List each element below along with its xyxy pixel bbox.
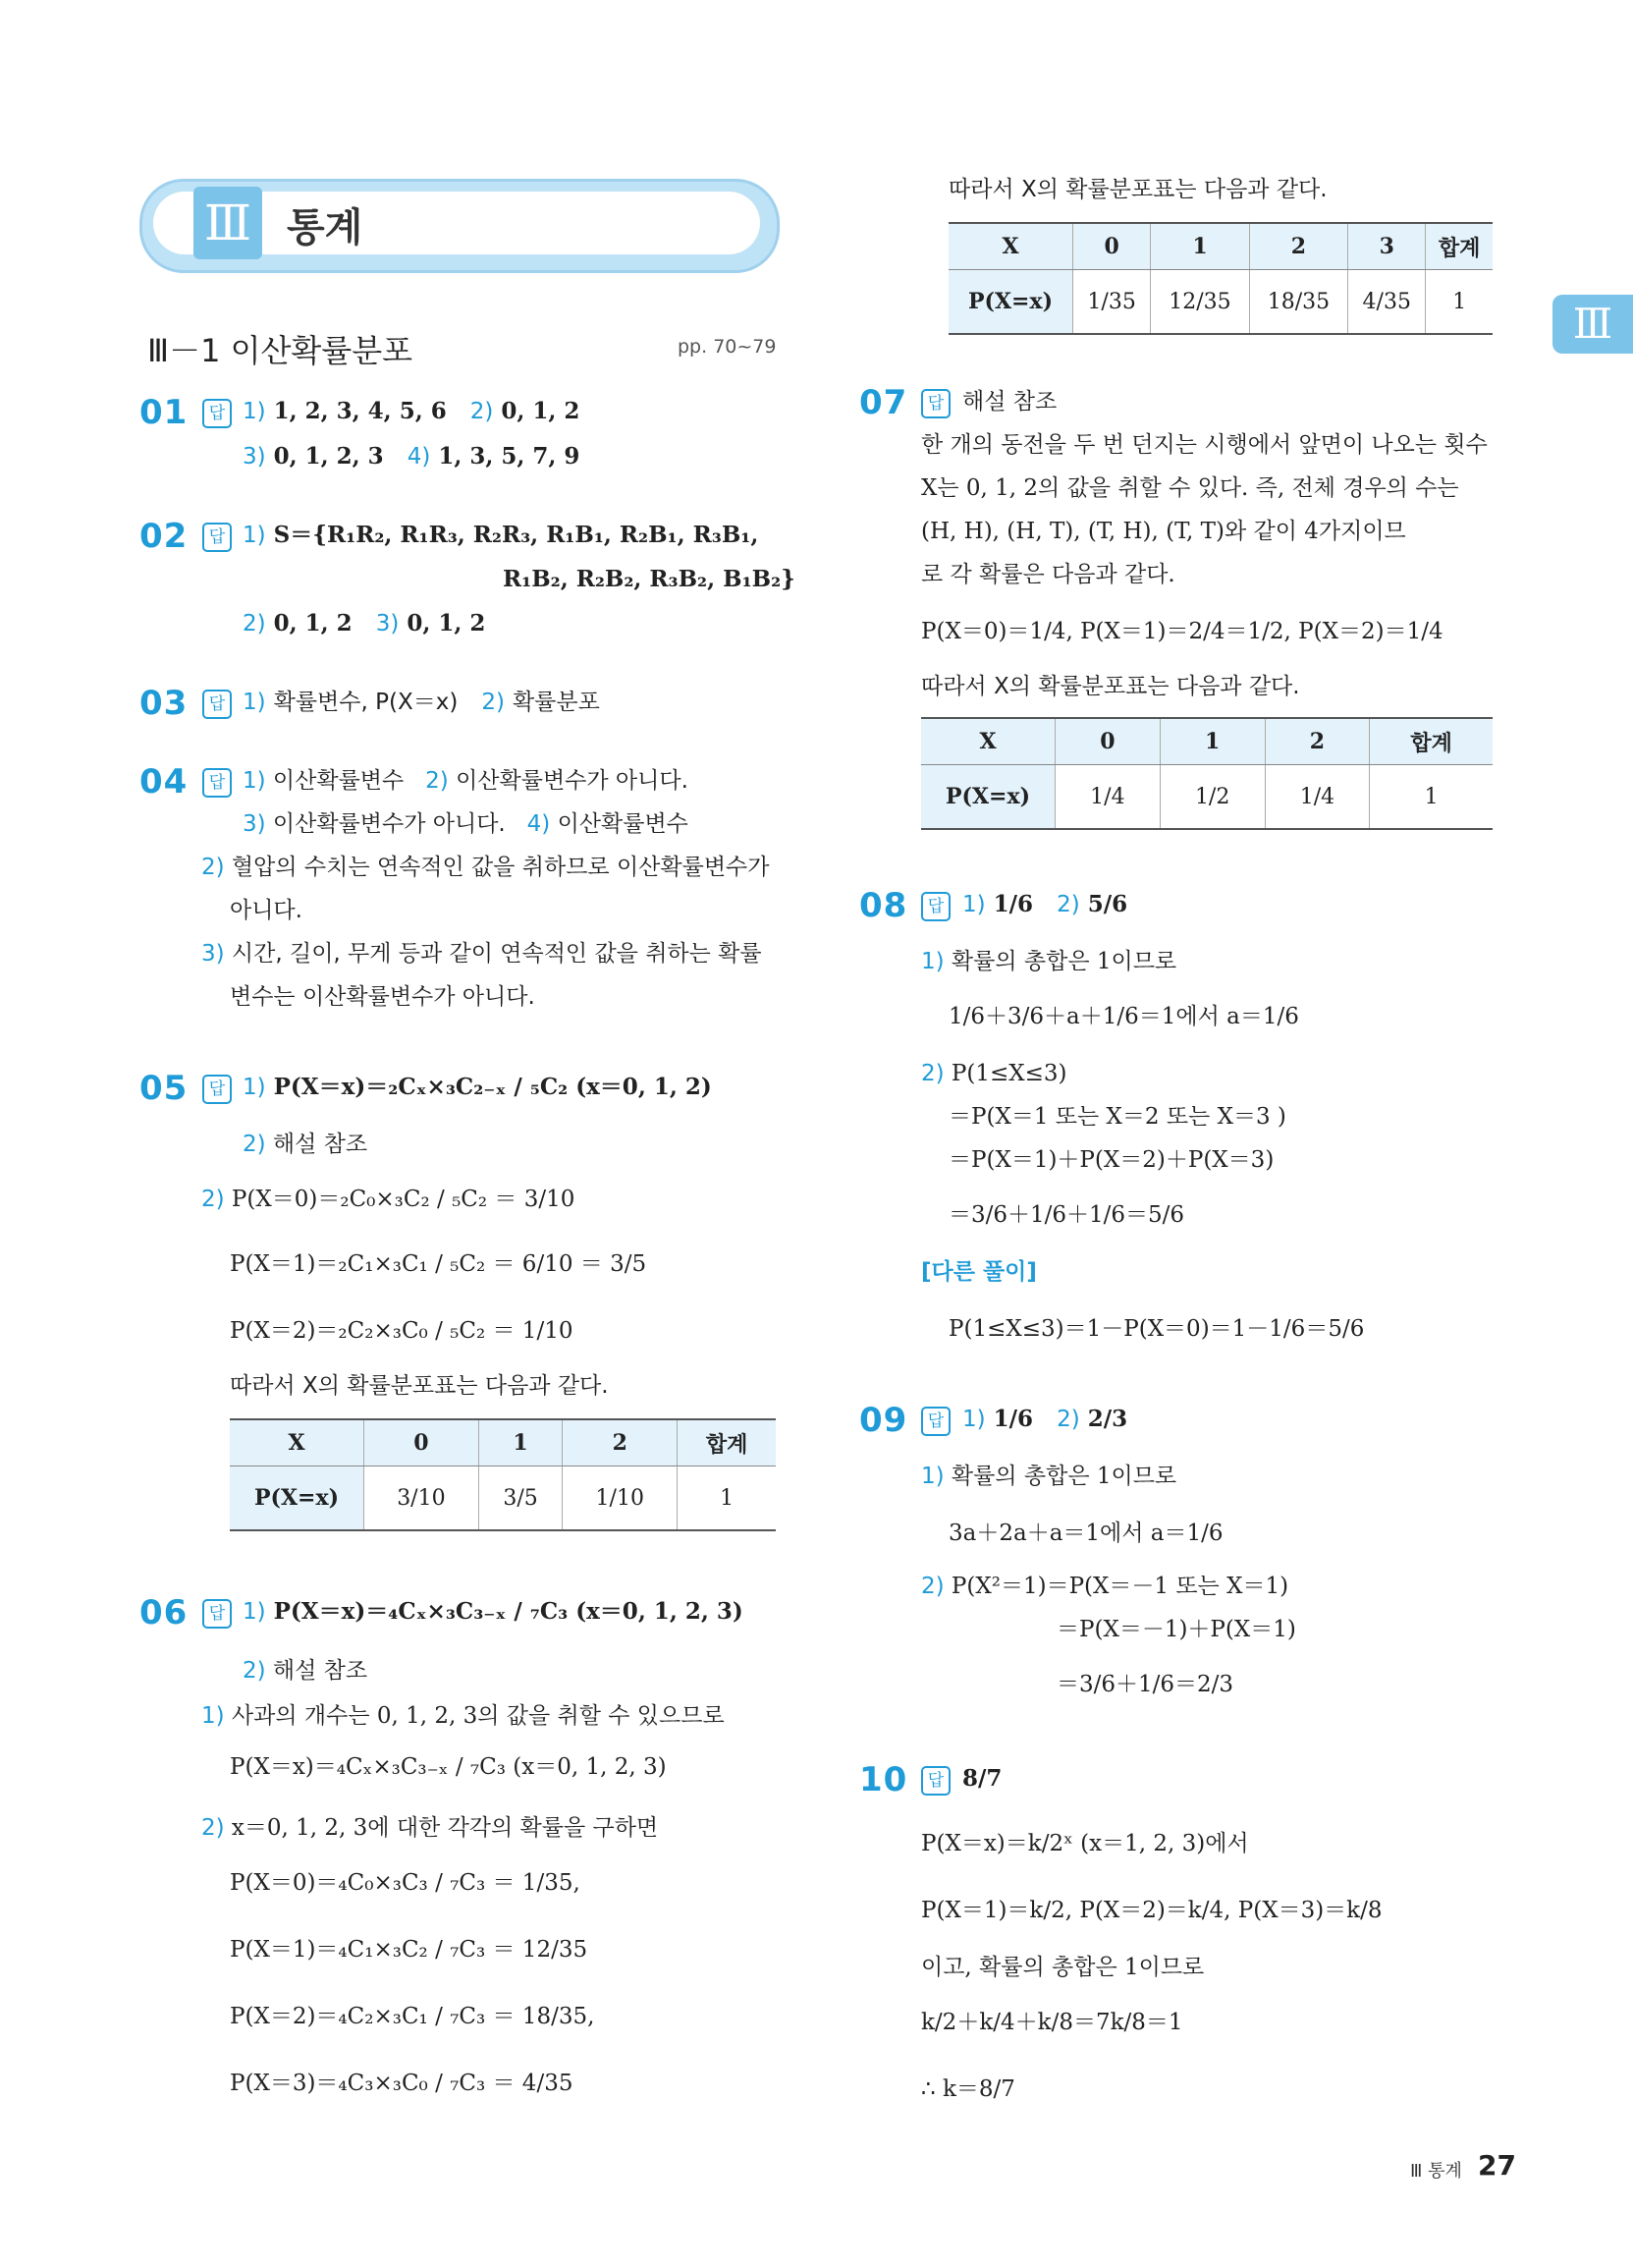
q06-explain-1 bbox=[201, 1701, 725, 1731]
section-title: Ⅲ－1 이산확률분포 bbox=[147, 332, 413, 369]
q08-explain-1-text: 확률의 총합은 1이므로 bbox=[951, 949, 1177, 974]
table-cell: 1 bbox=[678, 1466, 776, 1531]
q09-explain-2 bbox=[921, 1572, 1288, 1601]
q06-calc-0: P(X＝0)＝₄C₀×₃C₃ / ₇C₃ ＝ 1/35, bbox=[230, 1870, 580, 1896]
question-number: 10 bbox=[859, 1760, 908, 1799]
table-cell: 12/35 bbox=[1151, 270, 1249, 335]
sub-label: 1) bbox=[201, 1703, 225, 1729]
q08-alt-solution: P(1≤X≤3)＝1－P(X＝0)＝1－1/6＝5/6 bbox=[949, 1316, 1365, 1342]
table-cell: 1/35 bbox=[1073, 270, 1151, 335]
table-header-cell: 0 bbox=[364, 1419, 479, 1466]
sub-label: 2) bbox=[921, 1574, 945, 1599]
sub-label: 2) bbox=[1057, 892, 1080, 917]
question-number: 02 bbox=[139, 517, 189, 556]
q10-line-3: 이고, 확률의 총합은 1이므로 bbox=[921, 1955, 1205, 1980]
q08-explain-2-text: P(1≤X≤3) bbox=[951, 1061, 1067, 1086]
answer-badge: 답 bbox=[202, 690, 232, 719]
q06-calc-2: P(X＝2)＝₄C₂×₃C₁ / ₇C₃ ＝ 18/35, bbox=[230, 2004, 595, 2029]
sub-label: 2) bbox=[1057, 1407, 1080, 1432]
table-header-cell: 1 bbox=[1151, 223, 1249, 270]
q06-answer-1 bbox=[243, 1597, 743, 1627]
table-cell: 4/35 bbox=[1348, 270, 1426, 335]
question-number: 09 bbox=[859, 1401, 908, 1440]
q09-answers bbox=[962, 1405, 1127, 1434]
sub-label: 2) bbox=[481, 690, 505, 715]
sub-label: 1) bbox=[921, 1464, 945, 1489]
answer-badge: 답 bbox=[921, 1407, 951, 1436]
q10-line-2: P(X＝1)＝k/2, P(X＝2)＝k/4, P(X＝3)＝k/8 bbox=[921, 1898, 1383, 1923]
table-row-label: P(X=x) bbox=[921, 765, 1056, 830]
sub-label: 2) bbox=[201, 1815, 225, 1841]
q02-sample-space-cont: R₁B₂, R₂B₂, R₃B₂, B₁B₂} bbox=[503, 566, 795, 592]
q02-answer-line2 bbox=[243, 609, 485, 638]
table-header-cell: 2 bbox=[563, 1419, 678, 1466]
q08-explain-1 bbox=[921, 947, 1176, 976]
q05-calc-2: P(X＝2)＝₂C₂×₃C₀ / ₅C₂ ＝ 1/10 bbox=[230, 1318, 573, 1344]
q06-conclusion: 따라서 X의 확률분포표는 다음과 같다. bbox=[949, 177, 1328, 202]
q07-text-1: 한 개의 동전을 두 번 던지는 시행에서 앞면이 나오는 횟수 bbox=[921, 432, 1488, 458]
q04-answer-line2 bbox=[243, 809, 688, 839]
table-header-cell: 0 bbox=[1056, 718, 1161, 765]
answer-badge: 답 bbox=[202, 523, 232, 552]
q04-explain-3 bbox=[201, 939, 762, 968]
q01-answer-4: 1, 3, 5, 7, 9 bbox=[438, 443, 580, 470]
q06-answer-2 bbox=[243, 1656, 367, 1686]
table-header-cell: X bbox=[921, 718, 1056, 765]
side-tab-label: Ⅲ bbox=[1572, 300, 1613, 348]
q01-answer-2: 0, 1, 2 bbox=[501, 398, 580, 424]
table-cell: 1/4 bbox=[1265, 765, 1370, 830]
table-header-cell: 2 bbox=[1265, 718, 1370, 765]
q04-answer-line1 bbox=[243, 766, 688, 796]
sub-label: 2) bbox=[201, 855, 225, 880]
sub-label: 1) bbox=[243, 399, 266, 424]
page-number: 27 bbox=[1478, 2149, 1516, 2182]
q06-answer-2-text: 해설 참조 bbox=[272, 1658, 368, 1684]
q09-answer-1: 1/6 bbox=[993, 1406, 1034, 1432]
q04-answer-3: 이산확률변수가 아니다. bbox=[272, 811, 506, 837]
q05-calc-0 bbox=[201, 1185, 574, 1214]
q03-answer bbox=[243, 688, 600, 717]
q04-explain-3-text: 시간, 길이, 무게 등과 같이 연속적인 값을 취하는 확률 bbox=[231, 941, 762, 967]
q02-sample-space: S＝{R₁R₂, R₁R₃, R₂R₃, R₁B₁, R₂B₁, R₃B₁, bbox=[273, 522, 759, 548]
q06-explain-1-formula: P(X＝x)＝₄Cₓ×₃C₃₋ₓ / ₇C₃ (x＝0, 1, 2, 3) bbox=[230, 1754, 667, 1780]
sub-label: 3) bbox=[243, 444, 266, 470]
table-cell: 1 bbox=[1426, 270, 1493, 335]
table-cell: 1/2 bbox=[1160, 765, 1265, 830]
table-header-row bbox=[230, 1419, 776, 1466]
q05-answer-1 bbox=[243, 1073, 712, 1102]
q04-answer-1: 이산확률변수 bbox=[272, 768, 405, 794]
answer-badge: 답 bbox=[921, 1766, 951, 1796]
question-number: 07 bbox=[859, 383, 908, 422]
question-number: 08 bbox=[859, 886, 908, 925]
answer-badge: 답 bbox=[202, 1075, 232, 1104]
q05-conclusion: 따라서 X의 확률분포표는 다음과 같다. bbox=[230, 1373, 609, 1399]
table-row bbox=[921, 765, 1493, 830]
table-cell: 1/10 bbox=[563, 1466, 678, 1531]
table-cell: 1 bbox=[1370, 765, 1493, 830]
q04-explain-3-cont: 변수는 이산확률변수가 아니다. bbox=[230, 984, 535, 1010]
q09-step-2: ＝3/6＋1/6＝2/3 bbox=[1057, 1672, 1234, 1697]
chapter-roman: Ⅲ bbox=[203, 194, 252, 251]
q07-text-2: X는 0, 1, 2의 값을 취할 수 있다. 즉, 전체 경우의 수는 bbox=[921, 475, 1459, 501]
table-header-cell: 합계 bbox=[1426, 223, 1493, 270]
table-row-label: P(X=x) bbox=[230, 1466, 364, 1531]
q08-answer-2: 5/6 bbox=[1087, 891, 1128, 917]
q06-explain-2-text: x＝0, 1, 2, 3에 대한 각각의 확률을 구하면 bbox=[231, 1815, 659, 1841]
table-header-cell: X bbox=[949, 223, 1073, 270]
q05-calc-0-text: P(X＝0)＝₂C₀×₃C₂ / ₅C₂ ＝ 3/10 bbox=[231, 1187, 575, 1212]
q04-explain-2-cont: 아니다. bbox=[230, 898, 302, 923]
table-row-label: P(X=x) bbox=[949, 270, 1073, 335]
table-header-row bbox=[921, 718, 1493, 765]
answer-badge: 답 bbox=[921, 389, 951, 418]
sub-label: 3) bbox=[201, 941, 225, 967]
q10-line-1: P(X＝x)＝k/2ˣ (x＝1, 2, 3)에서 bbox=[921, 1831, 1249, 1856]
side-chapter-tab bbox=[1552, 295, 1633, 354]
q07-answer: 해설 참조 bbox=[962, 389, 1058, 415]
table-cell: 3/5 bbox=[478, 1466, 563, 1531]
sub-label: 3) bbox=[375, 611, 400, 636]
q04-answer-2: 이산확률변수가 아니다. bbox=[456, 768, 688, 794]
q09-explain-1 bbox=[921, 1462, 1176, 1491]
q05-answer-2 bbox=[243, 1130, 367, 1159]
sub-label: 1) bbox=[921, 949, 945, 974]
table-header-cell: 1 bbox=[1160, 718, 1265, 765]
q08-step-2: ＝P(X＝1)＋P(X＝2)＋P(X＝3) bbox=[949, 1147, 1275, 1173]
q01-answer-line2 bbox=[243, 442, 579, 471]
table-cell: 3/10 bbox=[364, 1466, 479, 1531]
answer-badge: 답 bbox=[202, 399, 232, 428]
q03-answer-2: 확률분포 bbox=[512, 690, 600, 715]
sub-label: 3) bbox=[243, 811, 266, 837]
chapter-title: 통계 bbox=[287, 205, 363, 250]
sub-label: 1) bbox=[243, 768, 266, 794]
q06-calc-1: P(X＝1)＝₄C₁×₃C₂ / ₇C₃ ＝ 12/35 bbox=[230, 1937, 588, 1963]
table-row bbox=[230, 1466, 776, 1531]
q09-explain-1-text: 확률의 총합은 1이므로 bbox=[951, 1464, 1177, 1489]
q10-line-5: ∴ k＝8/7 bbox=[921, 2076, 1015, 2102]
q01-answer-3: 0, 1, 2, 3 bbox=[273, 443, 384, 470]
sub-label: 2) bbox=[921, 1061, 945, 1086]
q05-distribution-table bbox=[230, 1418, 776, 1531]
table-cell: 1/4 bbox=[1056, 765, 1161, 830]
sub-label: 1) bbox=[243, 1075, 266, 1100]
q09-explain-2-text: P(X²＝1)＝P(X＝－1 또는 X＝1) bbox=[951, 1574, 1289, 1599]
answer-badge: 답 bbox=[202, 768, 232, 798]
q07-conclusion: 따라서 X의 확률분포표는 다음과 같다. bbox=[921, 674, 1300, 699]
q08-answers bbox=[962, 890, 1127, 919]
sub-label: 4) bbox=[407, 444, 431, 470]
table-header-cell: 합계 bbox=[1370, 718, 1493, 765]
sub-label: 2) bbox=[201, 1187, 225, 1212]
table-header-cell: 3 bbox=[1348, 223, 1426, 270]
q09-step-1: ＝P(X＝－1)＋P(X＝1) bbox=[1057, 1617, 1296, 1642]
table-header-cell: 2 bbox=[1249, 223, 1347, 270]
table-header-cell: 합계 bbox=[678, 1419, 776, 1466]
q08-answer-1: 1/6 bbox=[993, 891, 1034, 917]
sub-label: 2) bbox=[243, 611, 266, 636]
section-pages: pp. 70~79 bbox=[678, 336, 777, 358]
q06-distribution-table bbox=[949, 222, 1493, 335]
question-number: 06 bbox=[139, 1593, 189, 1632]
sub-label: 4) bbox=[526, 811, 551, 837]
footer-label: Ⅲ 통계 bbox=[1410, 2161, 1462, 2182]
q01-answer-line1 bbox=[243, 397, 579, 426]
q06-explain-1-text: 사과의 개수는 0, 1, 2, 3의 값을 취할 수 있으므로 bbox=[231, 1703, 725, 1729]
sub-label: 2) bbox=[425, 768, 449, 794]
answer-badge: 답 bbox=[921, 892, 951, 921]
q06-explain-2 bbox=[201, 1813, 658, 1843]
sub-label: 1) bbox=[962, 1407, 986, 1432]
table-cell: 18/35 bbox=[1249, 270, 1347, 335]
q05-formula: P(X＝x)＝₂Cₓ×₃C₂₋ₓ / ₅C₂ (x＝0, 1, 2) bbox=[273, 1074, 712, 1100]
q04-explain-2 bbox=[201, 853, 770, 882]
q05-calc-1: P(X＝1)＝₂C₁×₃C₁ / ₅C₂ ＝ 6/10 ＝ 3/5 bbox=[230, 1251, 647, 1277]
q07-text-4: 로 각 확률은 다음과 같다. bbox=[921, 562, 1175, 587]
q10-line-4: k/2＋k/4＋k/8＝7k/8＝1 bbox=[921, 2010, 1183, 2035]
q08-explain-2 bbox=[921, 1059, 1067, 1088]
sub-label: 1) bbox=[243, 690, 266, 715]
sub-label: 2) bbox=[243, 1658, 266, 1684]
q08-explain-1-formula: 1/6＋3/6＋a＋1/6＝1에서 a＝1/6 bbox=[949, 1004, 1299, 1029]
q07-text-3: (H, H), (H, T), (T, H), (T, T)와 같이 4가지이므 bbox=[921, 519, 1406, 544]
q07-distribution-table bbox=[921, 717, 1493, 830]
sub-label: 2) bbox=[243, 1132, 266, 1157]
q04-explain-2-text: 혈압의 수치는 연속적인 값을 취하므로 이산확률변수가 bbox=[231, 855, 770, 880]
sub-label: 1) bbox=[962, 892, 986, 917]
answer-badge: 답 bbox=[202, 1599, 232, 1629]
question-number: 03 bbox=[139, 684, 189, 723]
question-number: 04 bbox=[139, 762, 189, 802]
table-header-cell: 1 bbox=[478, 1419, 563, 1466]
q09-answer-2: 2/3 bbox=[1087, 1406, 1128, 1432]
chapter-roman-badge bbox=[193, 187, 262, 259]
q06-calc-3: P(X＝3)＝₄C₃×₃C₀ / ₇C₃ ＝ 4/35 bbox=[230, 2071, 573, 2096]
table-header-cell: 0 bbox=[1073, 223, 1151, 270]
table-header-row bbox=[949, 223, 1493, 270]
table-header-cell: X bbox=[230, 1419, 364, 1466]
q02-answer-3: 0, 1, 2 bbox=[407, 610, 486, 636]
sub-label: 1) bbox=[243, 1599, 266, 1625]
table-row bbox=[949, 270, 1493, 335]
q08-alt-solution-label: [다른 풀이] bbox=[921, 1259, 1037, 1285]
q07-probabilities: P(X＝0)＝1/4, P(X＝1)＝2/4＝1/2, P(X＝2)＝1/4 bbox=[921, 619, 1443, 644]
sub-label: 2) bbox=[469, 399, 494, 424]
question-number: 05 bbox=[139, 1069, 189, 1108]
q10-answer: 8/7 bbox=[962, 1765, 1003, 1792]
q01-answer-1: 1, 2, 3, 4, 5, 6 bbox=[273, 398, 447, 424]
question-number: 01 bbox=[139, 393, 189, 432]
q09-explain-1-formula: 3a＋2a＋a＝1에서 a＝1/6 bbox=[949, 1521, 1224, 1546]
q04-answer-4: 이산확률변수 bbox=[557, 811, 688, 837]
q06-formula: P(X＝x)＝₄Cₓ×₃C₃₋ₓ / ₇C₃ (x＝0, 1, 2, 3) bbox=[273, 1598, 743, 1625]
q05-answer-2-text: 해설 참조 bbox=[272, 1132, 368, 1157]
q08-step-1: ＝P(X＝1 또는 X＝2 또는 X＝3 ) bbox=[949, 1104, 1286, 1130]
sub-label: 1) bbox=[243, 523, 266, 548]
q08-step-3: ＝3/6＋1/6＋1/6＝5/6 bbox=[949, 1202, 1185, 1228]
q03-answer-1: 확률변수, P(X＝x) bbox=[273, 690, 459, 715]
q02-answer-line1 bbox=[243, 521, 758, 550]
q02-answer-2: 0, 1, 2 bbox=[273, 610, 353, 636]
